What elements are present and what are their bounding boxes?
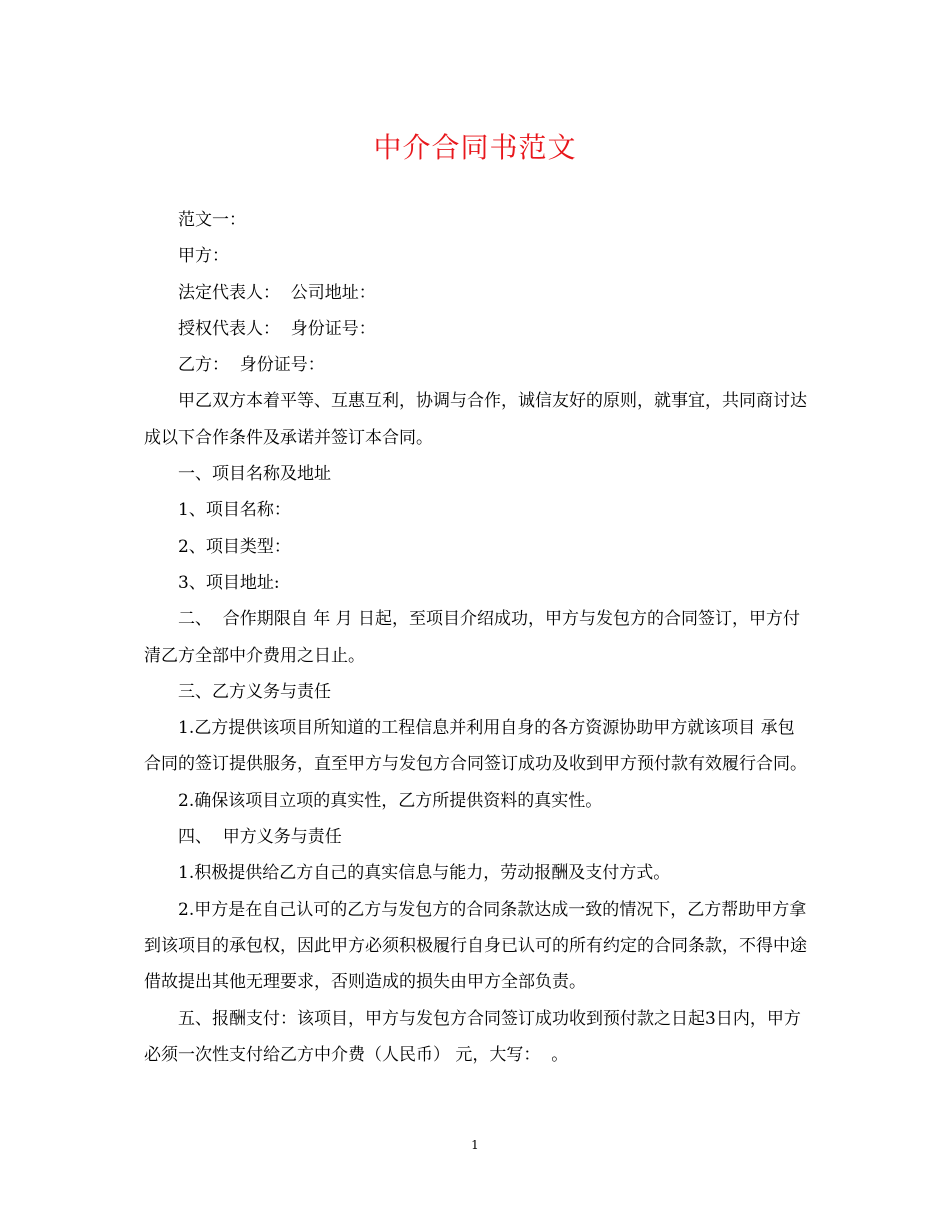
paragraph: 2.甲方是在自己认可的乙方与发包方的合同条款达成一致的情况下，乙方帮助甲方拿到该项目的承包权，因此甲方必须积极履行自身已认可的所有约定的合同条款，不得中途借故提出其他无理要求，否则造成的损失由甲方全部负责。	[144, 899, 807, 993]
paragraph: 2.确保该项目立项的真实性，乙方所提供资料的真实性。	[178, 790, 603, 811]
paragraph: 二、 合作期限自 年 月 日起，至项目介绍成功，甲方与发包方的合同签订，甲方付清乙方全部中介费用之日止。	[144, 609, 801, 666]
section-heading: 四、 甲方义务与责任	[178, 827, 342, 848]
paragraph: 1.乙方提供该项目所知道的工程信息并利用自身的各方资源协助甲方就该项目 承包合同的签订提供服务，直至甲方与发包方合同签订成功及收到甲方预付款有效履行合同。	[144, 718, 807, 775]
paragraph: 甲乙双方本着平等、互惠互利，协调与合作，诚信友好的原则，就事宜，共同商讨达成以下合作条件及承诺并签订本合同。	[144, 391, 807, 448]
paragraph: 授权代表人： 身份证号：	[178, 318, 376, 339]
paragraph: 1、项目名称：	[178, 500, 291, 521]
paragraph: 五、报酬支付：该项目，甲方与发包方合同签订成功收到预付款之日起3日内，甲方必须一次性支付给乙方中介费（人民币） 元，大写： 。	[144, 1008, 801, 1065]
page-number: 1	[471, 1138, 479, 1152]
paragraph: 1.积极提供给乙方自己的真实信息与能力，劳动报酬及支付方式。	[178, 863, 671, 884]
document-body	[144, 202, 808, 1073]
document-title: 中介合同书范文	[373, 131, 577, 164]
section-heading: 三、乙方义务与责任	[178, 681, 331, 702]
section-heading: 一、项目名称及地址	[178, 464, 331, 485]
paragraph: 3、项目地址:	[178, 572, 280, 593]
paragraph: 法定代表人： 公司地址：	[178, 282, 376, 303]
paragraph: 乙方： 身份证号：	[178, 355, 325, 376]
paragraph: 范文一：	[178, 210, 246, 230]
paragraph: 甲方：	[178, 246, 229, 267]
paragraph: 2、项目类型：	[178, 536, 291, 557]
